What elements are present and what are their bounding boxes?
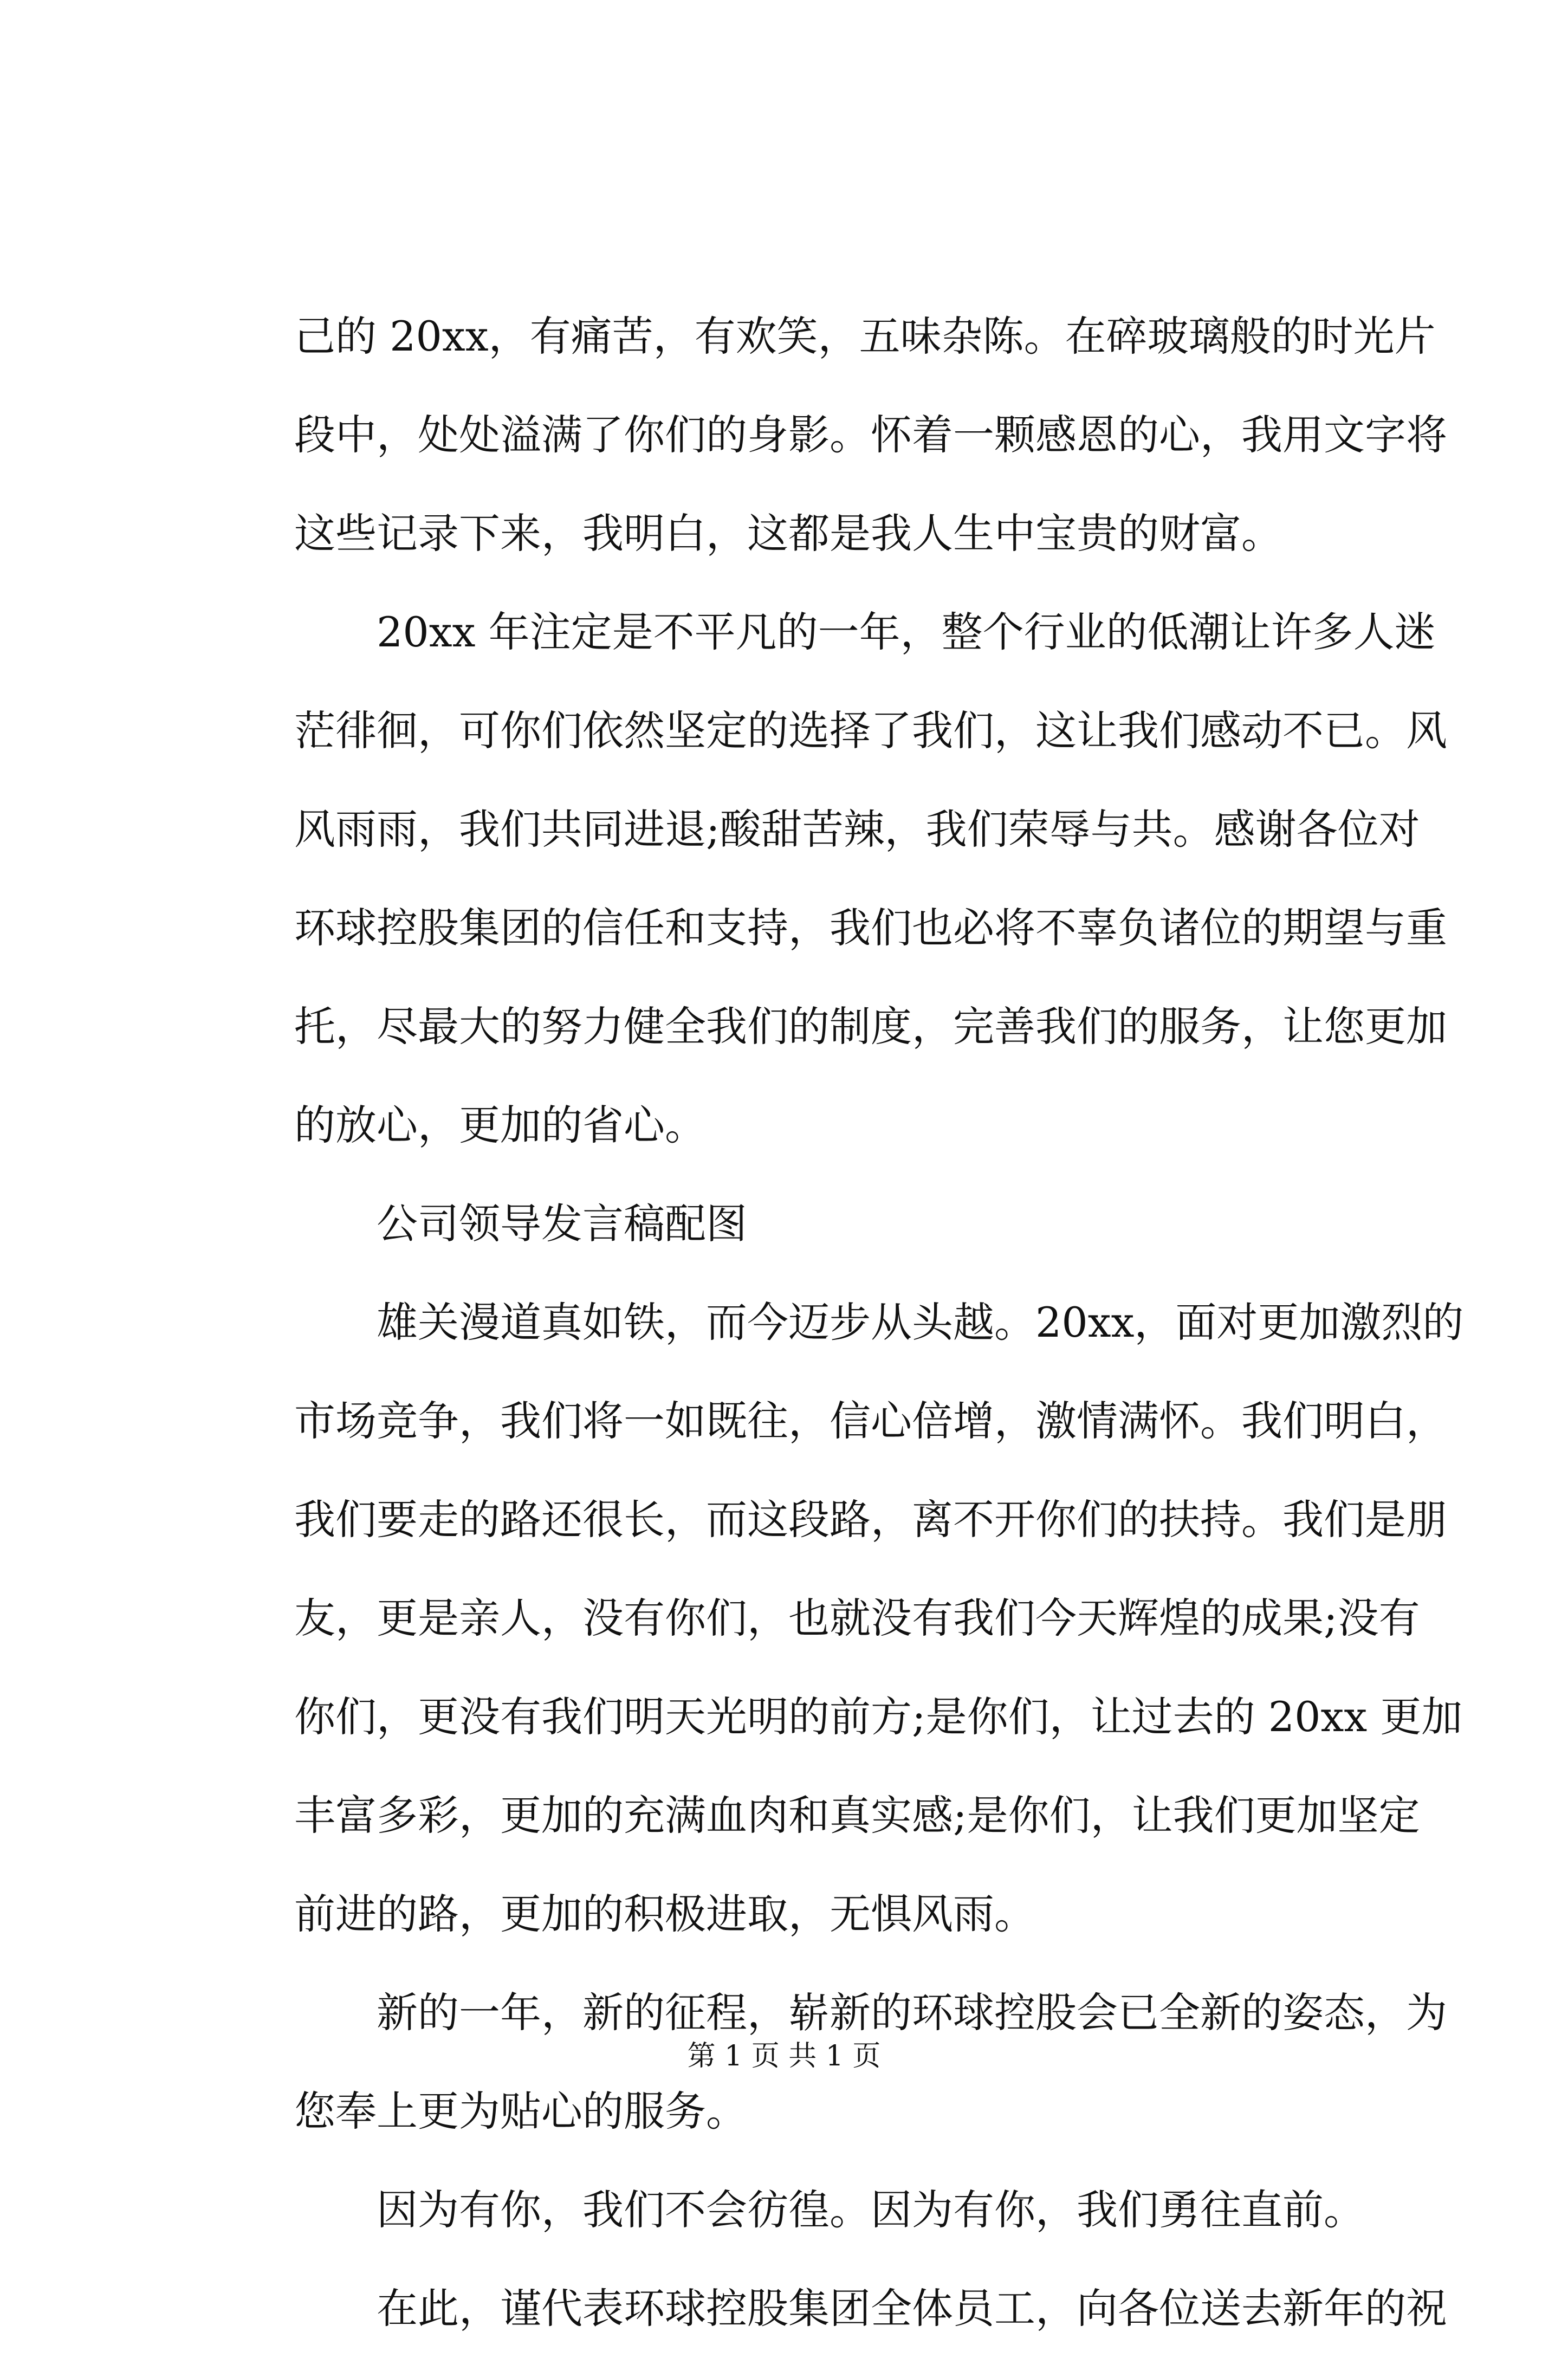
text-line: 丰富多彩，更加的充满血肉和真实感;是你们，让我们更加坚定 (294, 1791, 1420, 1839)
text-line: 您奉上更为贴心的服务。 (294, 2087, 747, 2135)
text-line: 托，尽最大的努力健全我们的制度，完善我们的服务，让您更加 (294, 1002, 1447, 1051)
text-line: 段中，处处溢满了你们的身影。怀着一颗感恩的心，我用文字将 (294, 411, 1447, 459)
text-line: 风雨雨，我们共同进退;酸甜苦辣，我们荣辱与共。感谢各位对 (294, 805, 1420, 853)
text-line: 我们要走的路还很长，而这段路，离不开你们的扶持。我们是朋 (294, 1495, 1447, 1544)
paragraph-first-line: 因为有你，我们不会彷徨。因为有你，我们勇往直前。 (377, 2186, 1365, 2234)
paragraph-first-line: 雄关漫道真如铁，而今迈步从头越。20xx，面对更加激烈的 (377, 1298, 1464, 1346)
text-line: 你们，更没有我们明天光明的前方;是你们，让过去的 20xx 更加 (294, 1693, 1463, 1741)
text-line: 环球控股集团的信任和支持，我们也必将不辜负诸位的期望与重 (294, 904, 1447, 952)
text-line: 友，更是亲人，没有你们，也就没有我们今天辉煌的成果;没有 (294, 1594, 1420, 1642)
text-line: 前进的路，更加的积极进取，无惧风雨。 (294, 1890, 1035, 1938)
text-line: 茫徘徊，可你们依然坚定的选择了我们，这让我们感动不已。风 (294, 707, 1447, 755)
paragraph-first-line: 在此，谨代表环球控股集团全体员工，向各位送去新年的祝 (377, 2284, 1447, 2333)
page-number-label: 第 1 页 共 1 页 (687, 2040, 881, 2072)
paragraph-first-line: 新的一年，新的征程，崭新的环球控股会已全新的姿态，为 (377, 1988, 1447, 2037)
text-line: 这些记录下来，我明白，这都是我人生中宝贵的财富。 (294, 509, 1282, 558)
paragraph-first-line: 20xx 年注定是不平凡的一年，整个行业的低潮让许多人迷 (377, 608, 1436, 656)
page-footer (0, 2037, 1568, 2075)
text-line: 的放心，更加的省心。 (294, 1101, 706, 1149)
image-caption: 公司领导发言稿配图 (377, 1200, 747, 1248)
text-line: 己的 20xx，有痛苦，有欢笑，五味杂陈。在碎玻璃般的时光片 (294, 312, 1436, 360)
text-line: 市场竞争，我们将一如既往，信心倍增，激情满怀。我们明白， (294, 1397, 1447, 1445)
